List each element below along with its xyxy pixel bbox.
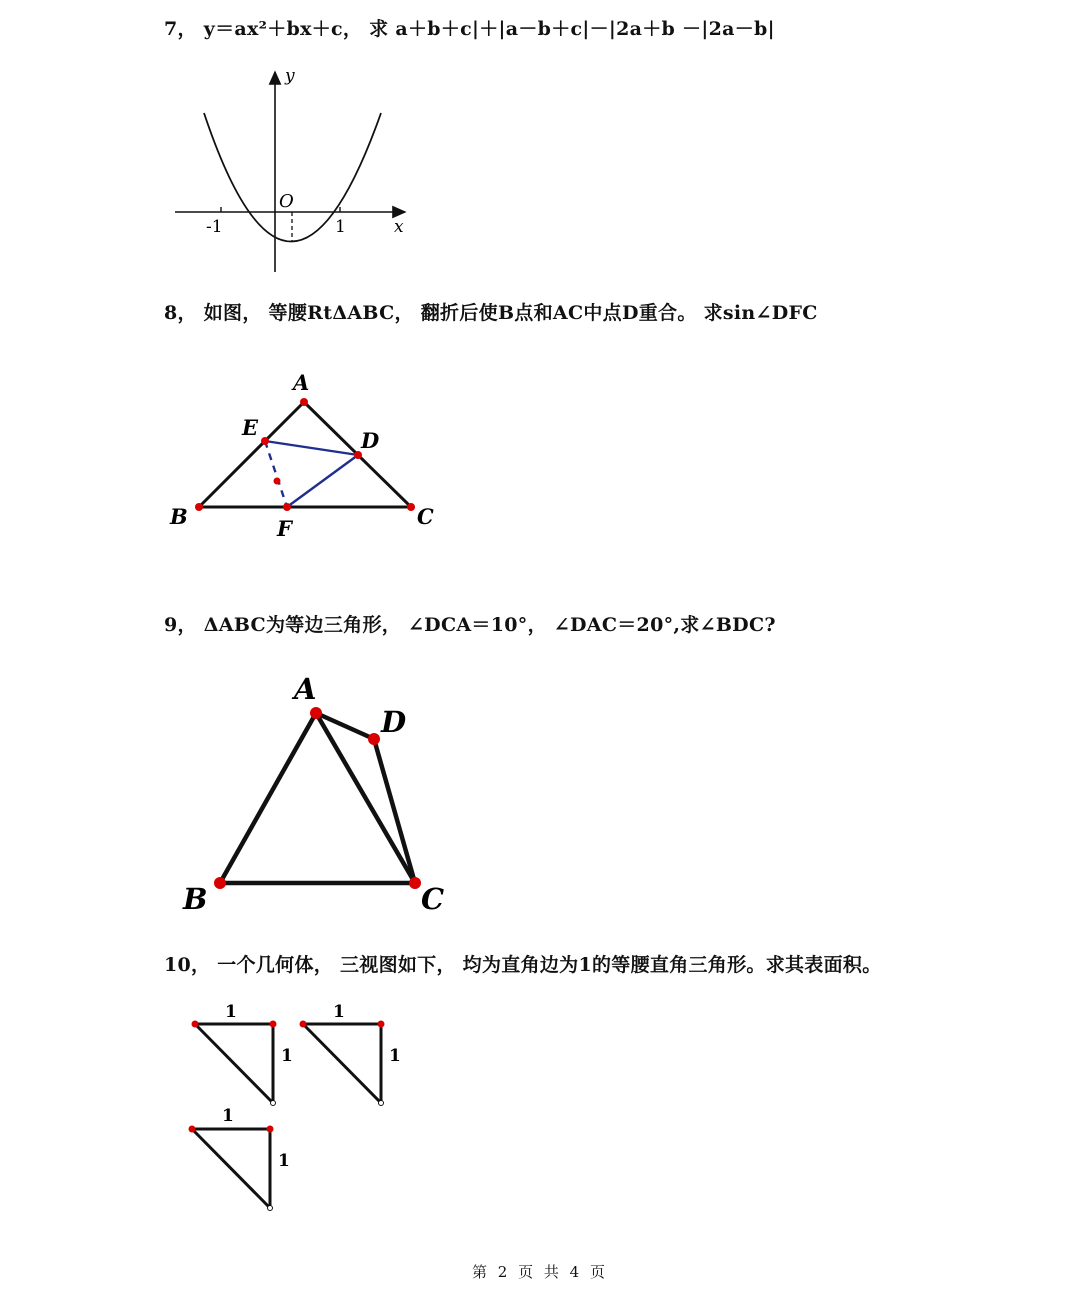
point-e — [261, 437, 269, 445]
point-c — [407, 503, 415, 511]
point-d — [368, 733, 380, 745]
tick-label-pos-one: 1 — [335, 217, 346, 237]
right-side-label: 1 — [278, 1151, 290, 1171]
label-d: D — [361, 428, 380, 453]
segment-dc — [374, 739, 415, 883]
label-d: D — [381, 705, 407, 739]
x-axis-label: x — [394, 217, 404, 237]
view-front — [192, 1002, 293, 1106]
figure-10-three-views — [189, 1002, 401, 1211]
figure-9-equilateral-triangle — [182, 672, 444, 916]
right-side-label: 1 — [281, 1046, 293, 1066]
question-7-text: 7， y＝ax²＋bx＋c， 求 a＋b＋c|＋|a－b＋c|－|2a＋b －|2a－b| — [164, 18, 775, 40]
right-side-label: 1 — [389, 1046, 401, 1066]
point-f — [283, 503, 291, 511]
label-c: C — [417, 504, 434, 529]
top-side-label: 1 — [333, 1002, 345, 1022]
point-folded-b — [274, 478, 281, 485]
point-b — [214, 877, 226, 889]
label-b: B — [183, 882, 208, 916]
point-a — [300, 398, 308, 406]
segment-df — [287, 455, 358, 507]
label-f: F — [277, 516, 292, 541]
label-c: C — [421, 882, 445, 916]
top-side-label: 1 — [225, 1002, 237, 1022]
dashed-fold-line — [265, 441, 287, 507]
point-b — [195, 503, 203, 511]
top-side-label: 1 — [222, 1106, 234, 1126]
question-9-text: 9， ΔABC为等边三角形， ∠DCA＝10°， ∠DAC＝20°,求∠BDC? — [164, 614, 776, 636]
question-10-text: 10， 一个几何体， 三视图如下， 均为直角边为1的等腰直角三角形。求其表面积。 — [164, 954, 882, 976]
figure-7-parabola-graph — [175, 66, 405, 272]
label-b: B — [170, 504, 188, 529]
figure-8-fold-triangle — [169, 370, 434, 541]
label-e: E — [242, 415, 259, 440]
view-top — [189, 1106, 290, 1211]
tick-label-neg-one: -1 — [206, 217, 223, 237]
question-8-text: 8， 如图， 等腰RtΔABC， 翻折后使B点和AC中点D重合。 求sin∠DFC — [164, 302, 818, 324]
y-axis-label: y — [285, 66, 295, 86]
label-a: A — [293, 370, 310, 395]
label-a: A — [294, 672, 317, 706]
triangle-abc — [199, 402, 411, 507]
point-a — [310, 707, 322, 719]
point-c — [409, 877, 421, 889]
origin-label: O — [279, 191, 294, 212]
view-side — [300, 1002, 401, 1106]
page-footer: 第 2 页 共 4 页 — [472, 1263, 608, 1281]
